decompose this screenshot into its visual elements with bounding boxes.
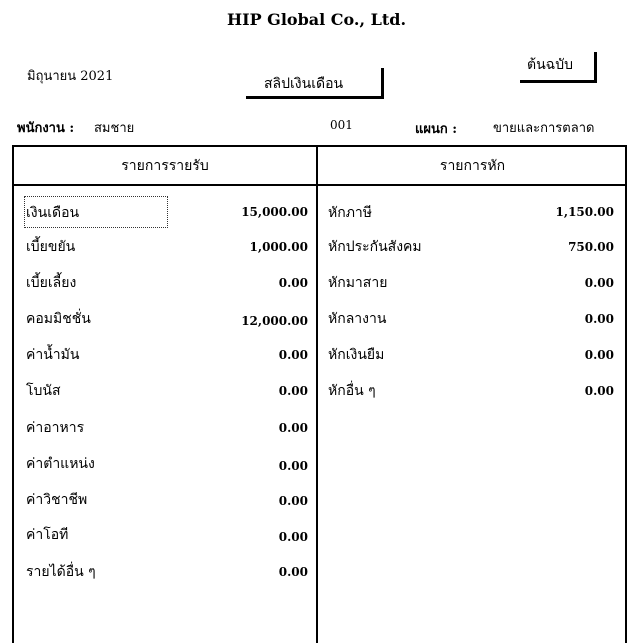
income-item-food-value: 0.00: [278, 421, 308, 435]
income-item-fuel-value: 0.00: [278, 348, 308, 362]
company-name: HIP Global Co., Ltd.: [226, 10, 407, 29]
original-label: ต้นฉบับ: [527, 57, 573, 73]
pay-period: มิถุนายน 2021: [27, 69, 114, 84]
income-item-position-value: 0.00: [278, 459, 308, 473]
deduction-item-tax-value: 1,150.00: [555, 205, 614, 219]
employee-label: พนักงาน :: [17, 121, 75, 136]
income-item-overtime-label: ค่าโอที: [26, 527, 69, 543]
department-name: ขายและการตลาด: [493, 121, 595, 136]
deduction-item-other-value: 0.00: [584, 384, 614, 398]
income-item-diligence-label: เบี้ยขยัน: [26, 239, 76, 255]
income-item-diligence-value: 1,000.00: [249, 240, 308, 254]
employee-id: 001: [330, 118, 353, 132]
deduction-column-header: รายการหัก: [439, 158, 506, 174]
deduction-item-leave-label: หักลางาน: [328, 311, 387, 327]
slip-title: สลิปเงินเดือน: [264, 76, 344, 92]
income-column-header: รายการรายรับ: [121, 158, 209, 174]
deduction-item-late-value: 0.00: [584, 276, 614, 290]
deduction-item-social-security-label: หักประกันสังคม: [328, 239, 422, 255]
income-item-position-label: ค่าตำแหน่ง: [26, 456, 95, 472]
deduction-item-other-label: หักอื่น ๆ: [328, 383, 376, 399]
income-item-professional-label: ค่าวิชาชีพ: [26, 492, 88, 508]
deduction-item-social-security-value: 750.00: [568, 240, 614, 254]
income-item-allowance-value: 0.00: [278, 276, 308, 290]
deduction-item-leave-value: 0.00: [584, 312, 614, 326]
employee-name: สมชาย: [94, 121, 135, 136]
income-item-bonus-value: 0.00: [278, 384, 308, 398]
income-item-salary-value: 15,000.00: [241, 205, 308, 219]
income-item-professional-value: 0.00: [278, 494, 308, 508]
income-item-commission-value: 12,000.00: [241, 314, 308, 328]
deduction-item-late-label: หักมาสาย: [328, 275, 388, 291]
department-label: แผนก :: [415, 122, 458, 137]
deduction-item-loan-label: หักเงินยืม: [328, 347, 385, 363]
income-item-salary-label[interactable]: เงินเดือน: [26, 205, 80, 221]
income-item-other-value: 0.00: [278, 565, 308, 579]
deduction-item-loan-value: 0.00: [584, 348, 614, 362]
deduction-item-tax-label: หักภาษี: [328, 205, 373, 221]
income-item-allowance-label: เบี้ยเลี้ยง: [26, 275, 77, 291]
table-header-divider: [12, 184, 627, 186]
income-item-overtime-value: 0.00: [278, 530, 308, 544]
income-item-commission-label: คอมมิชชั่น: [26, 311, 91, 327]
income-item-other-label: รายได้อื่น ๆ: [26, 564, 96, 580]
income-item-food-label: ค่าอาหาร: [26, 420, 85, 436]
income-item-fuel-label: ค่าน้ำมัน: [26, 347, 80, 363]
income-item-bonus-label: โบนัส: [26, 383, 61, 399]
table-column-divider: [316, 145, 318, 643]
